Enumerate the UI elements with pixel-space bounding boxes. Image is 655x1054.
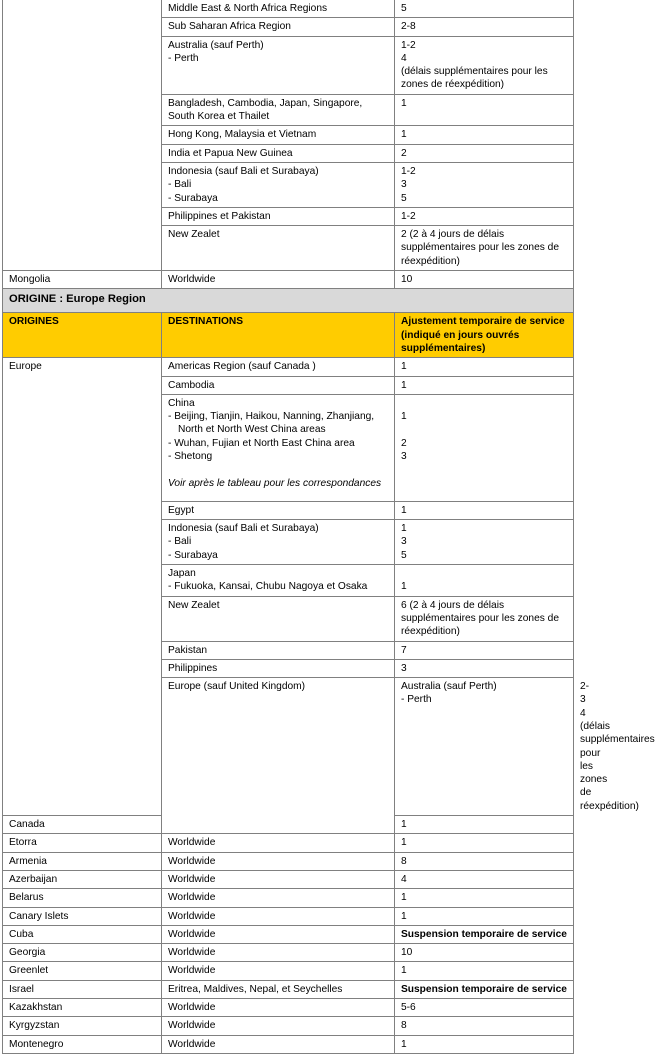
destination-cell — [162, 565, 395, 597]
destination-cell: Worldwide — [162, 834, 395, 852]
adjustment-line: 2 — [401, 437, 407, 449]
adjustment-cell — [395, 520, 574, 565]
adjustment-note: (délais supplémentaires pour les zones de réexpédition) — [401, 66, 548, 91]
destination-subline: - Shetong — [168, 451, 213, 463]
table-row — [3, 980, 574, 998]
destination-line: Indonesia (sauf Bali et Surabaya) — [168, 165, 319, 177]
origin-cell: Georgia — [3, 944, 162, 962]
origin-cell: Azerbaijan — [3, 870, 162, 888]
destination-cell — [162, 394, 395, 501]
destination-cell: New Zealet — [162, 226, 395, 271]
destination-line: Indonesia (sauf Bali et Surabaya) — [168, 523, 319, 535]
destination-cell — [162, 520, 395, 565]
adjustment-cell: 10 — [395, 271, 574, 289]
adjustment-cell: 1 — [395, 126, 574, 144]
destination-cell: Philippines — [162, 659, 395, 677]
adjustment-line: 1 — [401, 523, 407, 535]
destination-cell: Worldwide — [162, 925, 395, 943]
origin-cell: Greenlet — [3, 962, 162, 980]
adjustment-cell — [395, 394, 574, 501]
origin-cell: Armenia — [3, 852, 162, 870]
destination-cell: Americas Region (sauf Canada ) — [162, 358, 395, 376]
destination-cell: Worldwide — [162, 1035, 395, 1053]
adjustment-cell: 1 — [395, 816, 574, 834]
table-row — [3, 889, 574, 907]
adjustment-line: 1-2 — [401, 165, 416, 177]
destination-subline: - Bali — [168, 179, 192, 191]
destination-line: China — [168, 397, 195, 409]
origin-cell: Etorra — [3, 834, 162, 852]
table-row — [3, 834, 574, 852]
adjustment-cell: 1 — [395, 1035, 574, 1053]
destination-subline: - Surabaya — [168, 549, 218, 561]
adjustment-cell: 1 — [395, 889, 574, 907]
origin-cell: Canary Islets — [3, 907, 162, 925]
adjustment-cell — [395, 162, 574, 207]
adjustment-cell — [395, 36, 574, 94]
destination-line: Japan — [168, 568, 196, 580]
origin-cell: Kyrgyzstan — [3, 1017, 162, 1035]
destination-cell — [162, 162, 395, 207]
adjustment-cell: 2-8 — [395, 18, 574, 36]
destination-line: Australia (sauf Perth) — [401, 681, 497, 693]
adjustment-cell: 7 — [395, 641, 574, 659]
table-row — [3, 1035, 574, 1053]
origin-cell-continued — [3, 0, 162, 271]
destination-subline: - Wuhan, Fujian et North East China area — [168, 437, 355, 449]
destination-cell: Worldwide — [162, 1017, 395, 1035]
table-row — [3, 999, 574, 1017]
adjustment-cell: 4 — [395, 870, 574, 888]
table-row — [3, 271, 574, 289]
destination-cell: Canada — [3, 816, 162, 834]
destination-cell: Worldwide — [162, 889, 395, 907]
adjustment-cell: 8 — [395, 852, 574, 870]
table-row — [3, 358, 574, 376]
origin-cell: Montenegro — [3, 1035, 162, 1053]
adjustment-cell: 2 — [395, 144, 574, 162]
adjustment-cell: Suspension temporaire de service — [395, 980, 574, 998]
adjustment-line: 5 — [401, 192, 407, 204]
destination-cell: Hong Kong, Malaysia et Vietnam — [162, 126, 395, 144]
destination-cell: Worldwide — [162, 999, 395, 1017]
china-note: Voir après le tableau pour les correspondances — [168, 477, 382, 489]
header-row — [3, 313, 574, 358]
adjustment-cell: 10 — [395, 944, 574, 962]
adjustment-cell: 1 — [395, 358, 574, 376]
table-row — [3, 944, 574, 962]
adjustment-cell — [395, 565, 574, 597]
service-adjustment-table — [2, 0, 655, 1054]
section-title: ORIGINE : Europe Region — [3, 289, 574, 313]
adjustment-cell: 5-6 — [395, 999, 574, 1017]
origin-cell: Kazakhstan — [3, 999, 162, 1017]
origin-cell: Belarus — [3, 889, 162, 907]
destination-cell: Philippines et Pakistan — [162, 207, 395, 225]
destination-cell: Worldwide — [162, 870, 395, 888]
destination-subline: - Surabaya — [168, 192, 218, 204]
adjustment-cell: Suspension temporaire de service — [395, 925, 574, 943]
adjustment-line: 3 — [401, 451, 407, 463]
section-row — [3, 289, 574, 313]
destination-cell: Egypt — [162, 501, 395, 519]
destination-subline: - Bali — [168, 536, 192, 548]
table-row — [3, 0, 574, 18]
header-adjustment: Ajustement temporaire de service (indiqué en jours ouvrés supplémentaires) — [395, 313, 574, 358]
adjustment-cell: 1 — [395, 962, 574, 980]
table-row: Europe (sauf United Kingdom) Australia (sauf Perth) - Perth 2-3 4 (délais supplémentaires pour les zones de réexpédition) — [3, 678, 574, 816]
adjustment-cell: 1 — [395, 501, 574, 519]
destination-subline: - Beijing, Tianjin, Haikou, Nanning, Zhanjiang, — [168, 411, 375, 423]
adjustment-line: 1-2 — [401, 39, 416, 51]
table-row — [3, 870, 574, 888]
destination-subline: North et North West China areas — [178, 424, 326, 436]
destination-cell: Worldwide — [162, 852, 395, 870]
table-row — [3, 1017, 574, 1035]
destination-cell: Worldwide — [162, 944, 395, 962]
adjustment-line: 1 — [401, 581, 407, 593]
table-row — [3, 907, 574, 925]
adjustment-line: 3 — [401, 179, 407, 191]
origin-cell: Cuba — [3, 925, 162, 943]
origin-cell: Europe — [3, 358, 162, 816]
origin-cell: Israel — [3, 980, 162, 998]
adjustment-cell: 1 — [395, 94, 574, 126]
destination-cell: Worldwide — [162, 907, 395, 925]
destination-cell: Worldwide — [162, 962, 395, 980]
destination-cell: Cambodia — [162, 376, 395, 394]
table-row — [3, 925, 574, 943]
adjustment-cell: 6 (2 à 4 jours de délais supplémentaires pour les zones de réexpédition) — [395, 596, 574, 641]
destination-cell: New Zealet — [162, 596, 395, 641]
table-row — [3, 852, 574, 870]
adjustment-line: 5 — [401, 549, 407, 561]
destination-cell: Worldwide — [162, 271, 395, 289]
adjustment-line: 4 — [401, 52, 407, 64]
destination-line: Australia (sauf Perth) — [168, 39, 264, 51]
adjustment-cell: 3 — [395, 659, 574, 677]
adjustment-cell: 1 — [395, 907, 574, 925]
adjustment-cell: 2 (2 à 4 jours de délais supplémentaires pour les zones de réexpédition) — [395, 226, 574, 271]
origin-cell: Europe (sauf United Kingdom) — [162, 678, 395, 834]
destination-cell: Sub Saharan Africa Region — [162, 18, 395, 36]
origin-cell: Mongolia — [3, 271, 162, 289]
destination-cell: India et Papua New Guinea — [162, 144, 395, 162]
adjustment-cell: 8 — [395, 1017, 574, 1035]
destination-subline: - Perth — [401, 694, 432, 706]
header-origins: ORIGINES — [3, 313, 162, 358]
destination-cell: Eritrea, Maldives, Nepal, et Seychelles — [162, 980, 395, 998]
adjustment-line: 1 — [401, 411, 407, 423]
table-row — [3, 962, 574, 980]
adjustment-line: 3 — [401, 536, 407, 548]
adjustment-cell: 1 — [395, 376, 574, 394]
adjustment-cell: 5 — [395, 0, 574, 18]
header-destinations: DESTINATIONS — [162, 313, 395, 358]
destination-cell: Bangladesh, Cambodia, Japan, Singapore, South Korea et Thailet — [162, 94, 395, 126]
adjustment-cell: 1-2 — [395, 207, 574, 225]
destination-cell — [162, 36, 395, 94]
destination-subline: - Perth — [168, 52, 199, 64]
destination-subline: - Fukuoka, Kansai, Chubu Nagoya et Osaka — [168, 581, 368, 593]
destination-cell — [395, 678, 574, 816]
destination-cell: Middle East & North Africa Regions — [162, 0, 395, 18]
adjustment-cell: 1 — [395, 834, 574, 852]
destination-cell: Pakistan — [162, 641, 395, 659]
